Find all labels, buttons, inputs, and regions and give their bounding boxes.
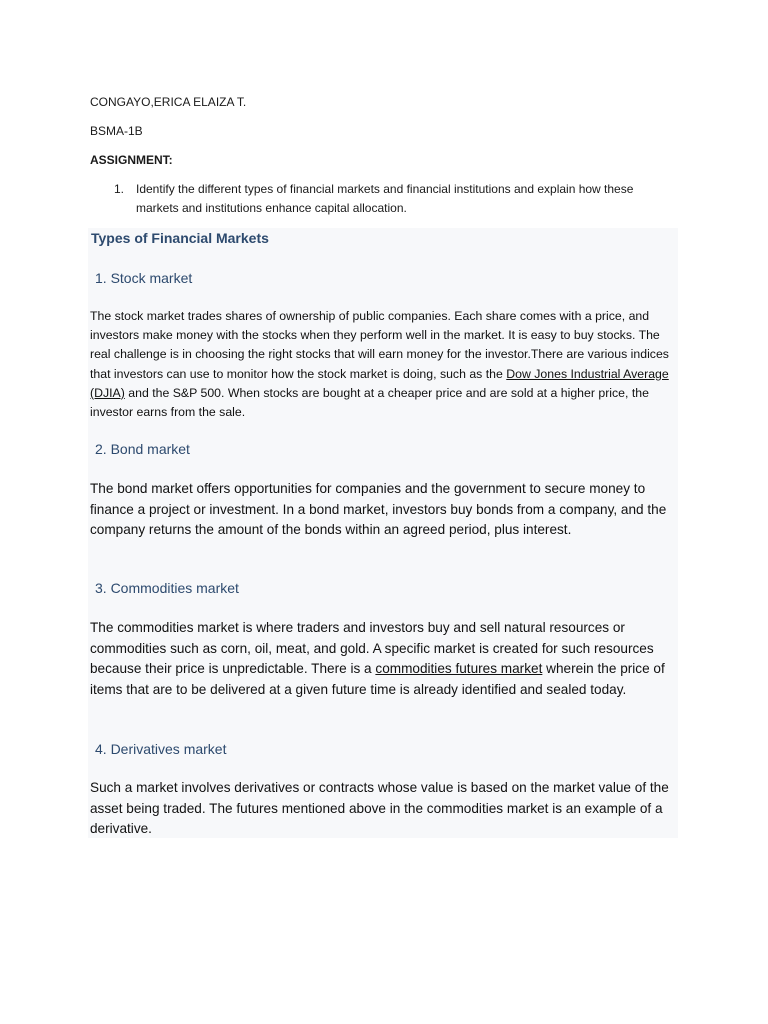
assignment-question <box>114 180 679 218</box>
bond-market-paragraph: The bond market offers opportunities for companies and the government to secure money to finance a project or investment. In a bond market, investors buy bonds from a company, and the company returns the amount of the bonds within an agreed period, plus interest. <box>90 481 667 538</box>
derivatives-market-paragraph: Such a market involves derivatives or contracts whose value is based on the market value of the asset being traded. The futures mentioned above in the commodities market is an example of a derivative. <box>90 780 669 837</box>
stock-market-text-2: and the S&P 500. When stocks are bought at a cheaper price and are sold at a higher price, the investor earns from the sale. <box>90 385 649 420</box>
commodities-market-paragraph <box>90 618 680 700</box>
commodities-text-1: The commodities market is where traders and investors buy and sell natural resources or commodities such as corn, oil, meat, and gold. A specific market is created for such resources because their price is unpredictable. There is a <box>90 620 654 677</box>
question-number: 1. <box>114 182 125 196</box>
question-text: Identify the different types of financial markets and financial institutions and explain how these markets and institutions enhance capital allocation. <box>136 182 634 215</box>
main-heading: Types of Financial Markets <box>91 230 269 246</box>
bond-market-heading: 2. Bond market <box>95 441 190 457</box>
commodities-market-heading: 3. Commodities market <box>95 580 239 596</box>
student-section: BSMA-1B <box>90 124 143 138</box>
stock-market-heading: 1. Stock market <box>95 270 193 286</box>
commodities-futures-link[interactable]: commodities futures market <box>375 661 543 677</box>
derivatives-market-heading: 4. Derivatives market <box>95 741 227 757</box>
stock-market-text-1: The stock market trades shares of ownership of public companies. Each share comes with a price, and investors make money with the stocks when they perform well in the market. It is easy to buy stocks. The real challenge is in choosing the right stocks that will earn money for the investor.There are various indices that investors can use to monitor how the stock market is doing, such as the <box>90 309 669 381</box>
djia-link[interactable]: Dow Jones Industrial Average (DJIA) <box>90 366 669 400</box>
student-name: CONGAYO,ERICA ELAIZA T. <box>90 95 247 109</box>
stock-market-paragraph <box>90 307 680 422</box>
commodities-text-2: wherein the price of items that are to be delivered at a given future time is already identified and sealed today. <box>90 661 665 697</box>
assignment-label: ASSIGNMENT: <box>90 153 173 167</box>
